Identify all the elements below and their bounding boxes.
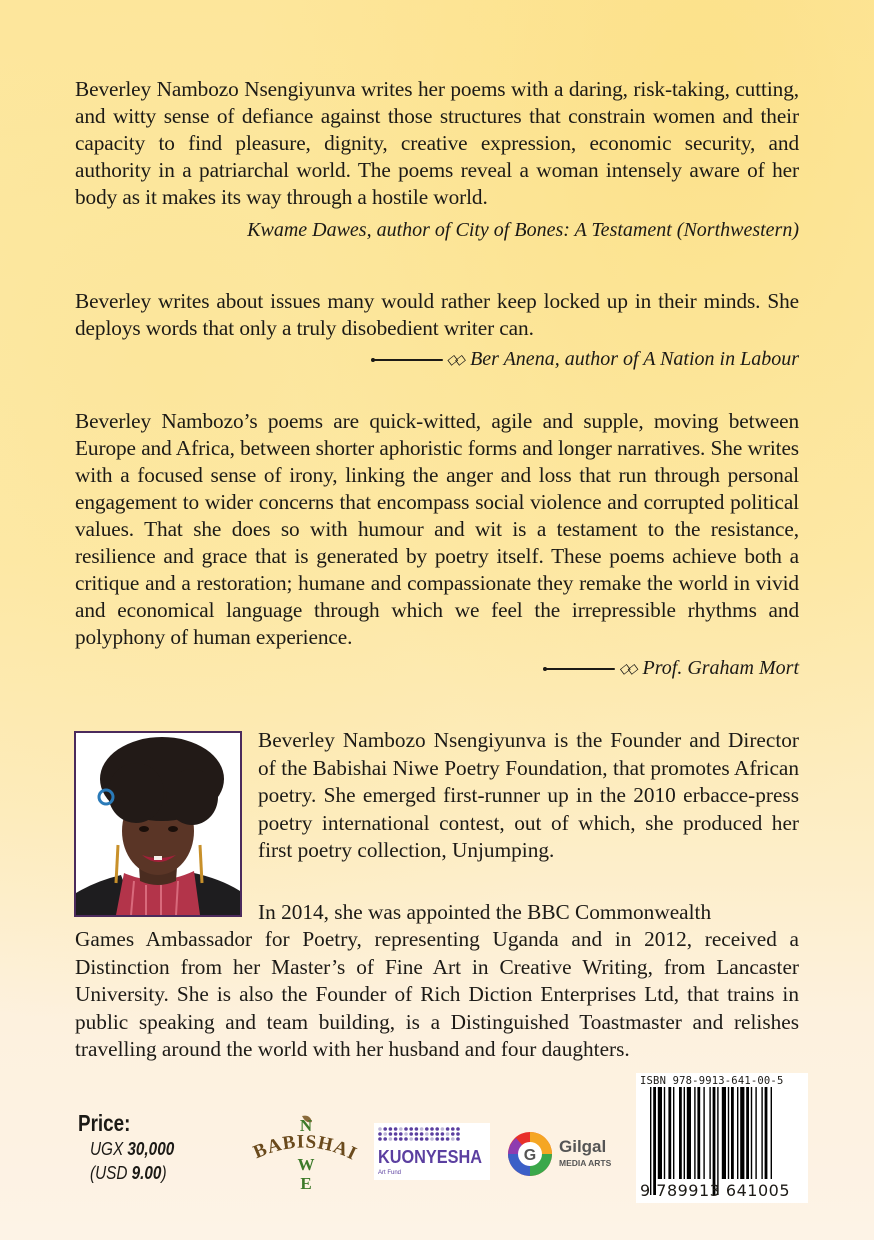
kuonyesha-dot — [430, 1132, 434, 1136]
kuonyesha-dot — [404, 1137, 408, 1141]
barcode-bar — [703, 1087, 704, 1179]
kuonyesha-dot — [425, 1127, 429, 1131]
kuonyesha-dot — [451, 1137, 455, 1141]
barcode-bar — [653, 1087, 656, 1195]
kuonyesha-dot — [409, 1137, 413, 1141]
ornament-rule-icon: ◇◇ — [371, 352, 463, 369]
blurb-attribution: Prof. Graham Mort — [642, 657, 799, 679]
blurb-text: Beverley Nambozo’s poems are quick-witted, agile and supple, moving between Europe and Africa, between shorter aphoristic forms and longer narratives. She writes with a focused sense of irony, linking the anger and loss that run through personal engagement to wider concerns that encompass social violence and corrupted political values. That she does so with humour and wit is a testament to the resistance, resilience and grace that is generated by poetry itself. These poems achieve both a critique and a restoration; humane and compassionate they remake the world in vivid and economical language through which we feel the irrepressible rhythms and polyphony of human experience. — [75, 409, 799, 649]
blurb-attribution: Kwame Dawes, author of City of Bones: A Testament (Northwestern) — [247, 219, 799, 241]
babishai-wordmark: BABISHAI — [250, 1131, 361, 1165]
price-block — [78, 1110, 189, 1185]
gilgal-subtitle: MEDIA ARTS — [559, 1158, 612, 1168]
babishai-letter-w: W — [297, 1155, 315, 1174]
kuonyesha-dot — [409, 1127, 413, 1131]
gilgal-logo — [506, 1130, 626, 1180]
isbn-barcode — [636, 1073, 808, 1203]
kuonyesha-dot — [435, 1127, 439, 1131]
bio-paragraph-2: Games Ambassador for Poetry, representing Uganda and in 2012, received a Distinction from her Master’s of Fine Art in Creative Writing, from Lancaster University. She is also the Founder of Rich Diction Enterprises Ltd, that trains in public speaking and team building, is a Distinguished Toastmaster and relishes travelling around the world with her husband and four daughters. — [75, 927, 799, 1061]
barcode-bar — [722, 1087, 726, 1179]
kuonyesha-dot — [435, 1132, 439, 1136]
kuonyesha-dot — [420, 1137, 424, 1141]
barcode-bar — [740, 1087, 744, 1179]
kuonyesha-dot — [456, 1127, 460, 1131]
kuonyesha-dot — [389, 1137, 393, 1141]
kuonyesha-dot — [425, 1132, 429, 1136]
kuonyesha-dot — [451, 1127, 455, 1131]
barcode-bar — [668, 1087, 671, 1179]
kuonyesha-dot — [435, 1137, 439, 1141]
kuonyesha-dot — [451, 1132, 455, 1136]
barcode-bar — [687, 1087, 691, 1179]
kuonyesha-dot — [409, 1132, 413, 1136]
kuonyesha-dot — [415, 1132, 419, 1136]
barcode-bar — [761, 1087, 762, 1179]
barcode-bar — [751, 1087, 752, 1179]
barcode-digits: 9 789913 641005 — [640, 1181, 791, 1200]
kuonyesha-dot — [441, 1137, 445, 1141]
kuonyesha-dot — [441, 1132, 445, 1136]
barcode-bar — [755, 1087, 756, 1179]
blurb-text: Beverley writes about issues many would rather keep locked up in their minds. She deploys words that only a truly disobedient writer can. — [75, 289, 799, 340]
kuonyesha-dot — [404, 1127, 408, 1131]
kuonyesha-dot — [420, 1132, 424, 1136]
barcode-bar — [717, 1087, 718, 1195]
kuonyesha-dot — [378, 1127, 382, 1131]
barcode-bar — [679, 1087, 682, 1179]
bio-paragraph-2-first-line: In 2014, she was appointed the BBC Commonwealth — [258, 900, 712, 924]
blurb-graham-mort — [75, 408, 799, 680]
kuonyesha-dot — [430, 1137, 434, 1141]
kuonyesha-dot — [456, 1137, 460, 1141]
kuonyesha-subtitle: Art Fund — [378, 1170, 402, 1176]
kuonyesha-dot — [394, 1132, 398, 1136]
barcode-bar — [746, 1087, 749, 1179]
kuonyesha-dot — [383, 1127, 387, 1131]
barcode-bar — [731, 1087, 734, 1179]
kuonyesha-dot — [415, 1137, 419, 1141]
isbn-label: ISBN 978-9913-641-00-5 — [640, 1075, 784, 1087]
blurb-attribution-row — [75, 657, 799, 680]
barcode-bar — [771, 1087, 772, 1179]
blurb-kwame-dawes — [75, 76, 799, 242]
kuonyesha-dot — [399, 1132, 403, 1136]
ornament-rule-icon: ◇◇ — [543, 661, 635, 678]
author-portrait-icon — [76, 733, 240, 915]
blurb-attribution-row — [75, 348, 799, 371]
barcode-bar — [684, 1087, 685, 1179]
kuonyesha-dot — [446, 1137, 450, 1141]
kuonyesha-dot — [394, 1137, 398, 1141]
barcode-bar — [709, 1087, 710, 1179]
kuonyesha-dot — [446, 1127, 450, 1131]
kuonyesha-logo — [374, 1123, 490, 1180]
bio-paragraph-1: Beverley Nambozo Nsengiyunva is the Founder and Director of the Babishai Niwe Poetry Foundation, that promotes African poetry. She emerged first-runner up in the 2010 erbacce-press poetry international contest, out of which, she produced her first poetry collection, Unjumping. — [258, 728, 799, 862]
kuonyesha-dot — [441, 1127, 445, 1131]
barcode-bar — [650, 1087, 651, 1195]
price-ugx: UGX 30,000 — [90, 1139, 175, 1159]
kuonyesha-dot — [378, 1132, 382, 1136]
kuonyesha-dot — [430, 1127, 434, 1131]
kuonyesha-dot — [399, 1127, 403, 1131]
barcode-icon — [640, 1087, 796, 1195]
barcode-bar — [658, 1087, 662, 1179]
babishai-letter-n: N — [299, 1116, 313, 1135]
kuonyesha-dot — [404, 1132, 408, 1136]
kuonyesha-dot — [456, 1132, 460, 1136]
kuonyesha-dot — [420, 1127, 424, 1131]
price-label: Price: — [78, 1110, 131, 1136]
color-wheel-icon — [508, 1132, 552, 1176]
kuonyesha-dot — [394, 1127, 398, 1131]
price-usd: (USD 9.00) — [90, 1163, 167, 1183]
gilgal-wordmark: Gilgal — [559, 1137, 607, 1156]
kuonyesha-dot — [383, 1132, 387, 1136]
kuonyesha-dot — [378, 1137, 382, 1141]
kuonyesha-dot — [425, 1137, 429, 1141]
babishai-letter-e: E — [300, 1174, 312, 1193]
kuonyesha-dot — [415, 1127, 419, 1131]
barcode-bar — [765, 1087, 768, 1179]
kuonyesha-dot — [389, 1132, 393, 1136]
babishai-niwe-logo — [244, 1112, 364, 1194]
barcode-bar — [713, 1087, 716, 1195]
svg-text:G: G — [523, 1147, 537, 1164]
author-photo — [74, 731, 242, 917]
blurb-ber-anena — [75, 288, 799, 371]
kuonyesha-wordmark: KUONYESHA — [378, 1147, 482, 1167]
blurb-attribution: Ber Anena, author of A Nation in Labour — [470, 348, 799, 370]
barcode-bar — [694, 1087, 695, 1179]
barcode-bar — [728, 1087, 729, 1179]
kuonyesha-dot — [389, 1127, 393, 1131]
barcode-bar — [673, 1087, 674, 1179]
barcode-bar — [697, 1087, 700, 1179]
kuonyesha-dot — [446, 1132, 450, 1136]
kuonyesha-dot — [399, 1137, 403, 1141]
blurb-text: Beverley Nambozo Nsengiyunva writes her poems with a daring, risk-taking, cutting, and witty sense of defiance against those structures that constrain women and their capacity to find pleasure, dignity, creative expression, economic security, and authority in a patriarchal world. The poems reveal a woman intensely aware of her body as it makes its way through a hostile world. — [75, 77, 799, 209]
kuonyesha-dot — [383, 1137, 387, 1141]
barcode-bar — [664, 1087, 665, 1179]
barcode-bar — [737, 1087, 738, 1179]
